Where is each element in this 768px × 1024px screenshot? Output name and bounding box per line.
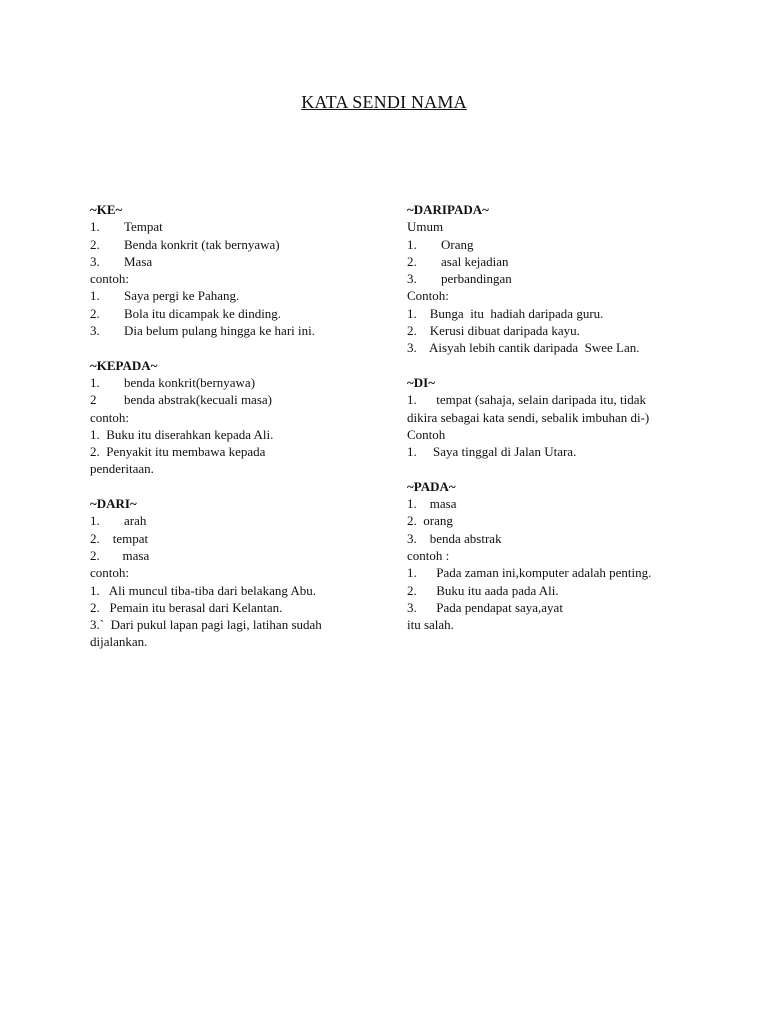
list-item: 2. masa	[90, 547, 150, 563]
list-item: 1. Saya tinggal di Jalan Utara.	[407, 444, 577, 460]
section-heading: ~DARI~	[90, 496, 137, 512]
list-item: 1. benda konkrit(bernyawa)	[90, 374, 256, 390]
example-label: contoh:	[90, 271, 129, 287]
list-item: 3. Dia belum pulang hingga ke hari ini.	[90, 323, 315, 339]
list-item: 2. Benda konkrit (tak bernyawa)	[90, 236, 280, 252]
example-label: Contoh	[407, 426, 446, 442]
list-item: 3. benda abstrak	[407, 530, 502, 546]
list-item: 3. Aisyah lebih cantik daripada Swee Lan.	[407, 340, 640, 356]
section-pada	[407, 478, 697, 634]
example-label: contoh:	[90, 409, 129, 425]
example-label: Contoh:	[407, 288, 449, 304]
list-item: 1. Ali muncul tiba-tiba dari belakang Abu.	[90, 582, 317, 598]
section-heading: ~KEPADA~	[90, 357, 158, 373]
list-item: 1. Orang	[407, 236, 474, 252]
section-di	[407, 374, 697, 460]
example-label: contoh:	[90, 565, 129, 581]
list-item: 2. asal kejadian	[407, 253, 509, 269]
list-item: 2. Kerusi dibuat daripada kayu.	[407, 323, 580, 339]
section-dari	[90, 495, 390, 651]
list-item: 3. Pada pendapat saya,ayat	[407, 599, 563, 615]
section-heading: ~KE~	[90, 202, 123, 217]
list-item: 1. arah	[90, 513, 147, 529]
list-item: 2. orang	[407, 513, 453, 529]
list-item: 3. Masa	[90, 253, 153, 269]
list-item: 1. Tempat	[90, 219, 163, 235]
section-ke	[90, 201, 390, 339]
list-item: 1. tempat (sahaja, selain daripada itu, tidak dikira sebagai kata sendi, sebalik imbuhan di-)	[407, 392, 650, 425]
left-column	[90, 201, 390, 668]
example-label: contoh :	[407, 547, 450, 563]
section-daripada	[407, 201, 697, 357]
list-item: 2. Penyakit itu membawa kepada penderitaan.	[90, 444, 269, 477]
list-item: 1. masa	[407, 496, 457, 512]
right-column	[407, 201, 697, 651]
subheading: Umum	[407, 219, 444, 235]
section-heading: ~PADA~	[407, 478, 456, 494]
list-item: 2. Pemain itu berasal dari Kelantan.	[90, 599, 283, 615]
list-item: 1. Bunga itu hadiah daripada guru.	[407, 305, 604, 321]
section-kepada	[90, 357, 390, 478]
list-item: itu salah.	[407, 617, 454, 633]
list-item: 3. perbandingan	[407, 271, 512, 287]
list-item: 2. Buku itu aada pada Ali.	[407, 582, 559, 598]
list-item: 2. tempat	[90, 530, 149, 546]
list-item: 3.` Dari pukul lapan pagi lagi, latihan sudah dijalankan.	[90, 617, 326, 650]
list-item: 1. Pada zaman ini,komputer adalah penting.	[407, 565, 652, 581]
list-item: 2 benda abstrak(kecuali masa)	[90, 392, 272, 408]
list-item: 1. Buku itu diserahkan kepada Ali.	[90, 426, 274, 442]
list-item: 1. Saya pergi ke Pahang.	[90, 288, 240, 304]
list-item: 2. Bola itu dicampak ke dinding.	[90, 305, 282, 321]
section-heading: ~DARIPADA~	[407, 202, 489, 217]
page-title: KATA SENDI NAMA	[301, 92, 467, 112]
section-heading: ~DI~	[407, 374, 435, 390]
